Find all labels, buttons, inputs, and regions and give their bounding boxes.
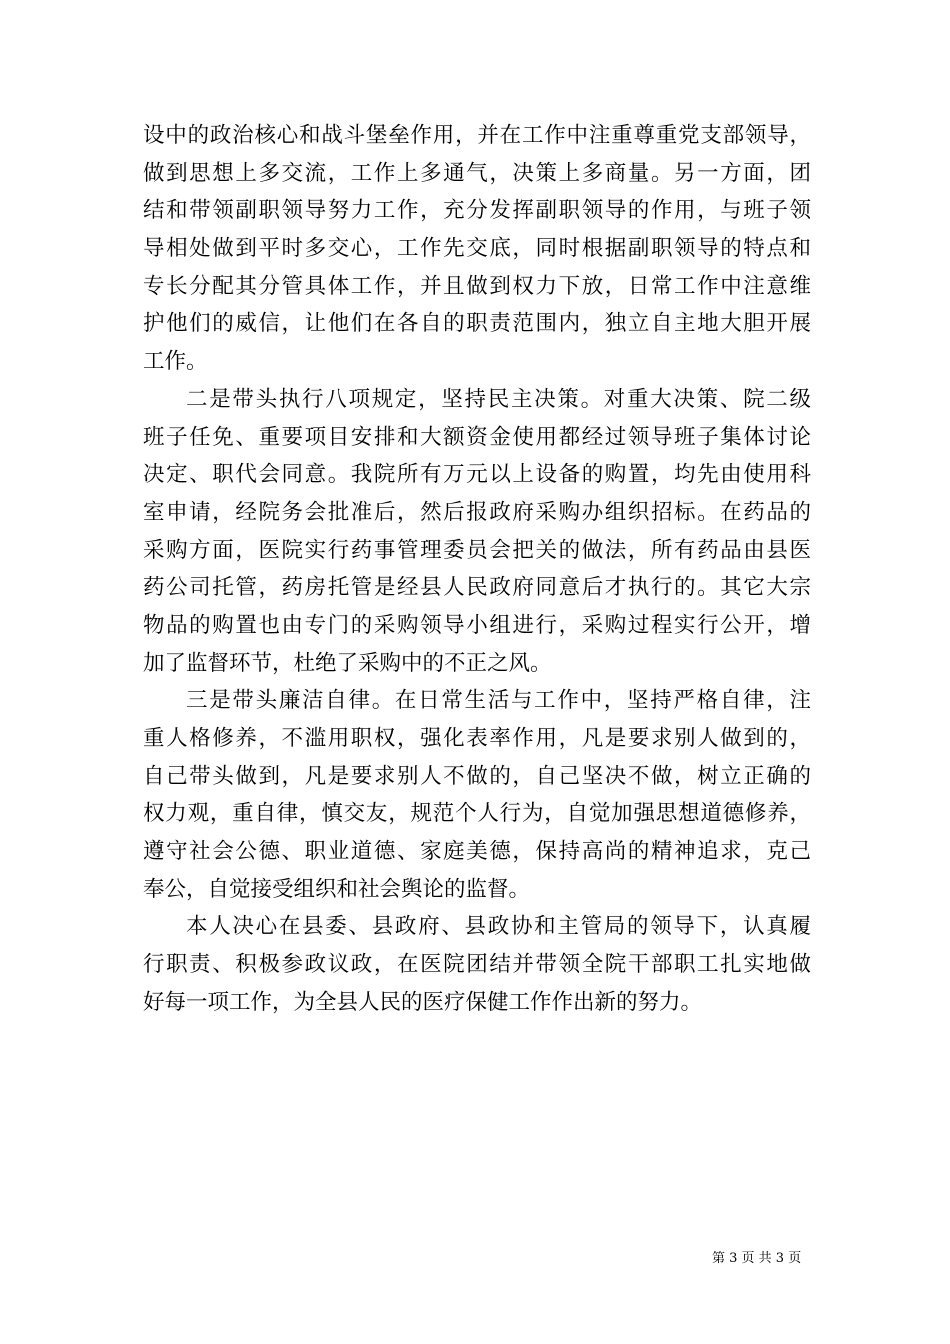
text-line: 设中的政治核心和战斗堡垒作用，并在工作中注重尊重党支部领导，	[143, 123, 811, 148]
text-line: 工作。	[143, 349, 208, 375]
text-line: 决定、职代会同意。我院所有万元以上设备的购置，均先由使用科	[143, 462, 811, 488]
text-line: 护他们的威信，让他们在各自的职责范围内，独立自主地大胆开展	[143, 311, 811, 337]
text-line: 物品的购置也由专门的采购领导小组进行，采购过程实行公开，增	[143, 612, 811, 638]
text-line: 行职责、积极参政议政，在医院团结并带领全院干部职工扎实地做	[143, 952, 811, 978]
paragraph-democratic-decision	[143, 381, 811, 683]
text-line: 药公司托管，药房托管是经县人民政府同意后才执行的。其它大宗	[143, 575, 811, 601]
text-line: 二是带头执行八项规定，坚持民主决策。对重大决策、院二级	[186, 386, 811, 412]
page-number-footer: 第 3 页 共 3 页	[712, 1251, 802, 1266]
document-body	[143, 117, 811, 1022]
text-line: 三是带头廉洁自律。在日常生活与工作中，坚持严格自律，注	[186, 688, 811, 714]
text-line: 权力观，重自律，慎交友，规范个人行为，自觉加强思想道德修养，	[143, 801, 811, 827]
text-line: 班子任免、重要项目安排和大额资金使用都经过领导班子集体讨论	[143, 424, 811, 450]
text-line: 好每一项工作，为全县人民的医疗保健工作作出新的努力。	[143, 989, 703, 1015]
paragraph-leadership-cooperation	[143, 117, 811, 381]
paragraph-integrity	[143, 682, 811, 908]
text-line: 导相处做到平时多交心，工作先交底，同时根据副职领导的特点和	[143, 236, 811, 262]
text-line: 做到思想上多交流，工作上多通气，决策上多商量。另一方面，团	[143, 160, 811, 186]
text-line: 专长分配其分管具体工作，并且做到权力下放，日常工作中注意维	[143, 273, 811, 299]
text-line: 室申请，经院务会批准后，然后报政府采购办组织招标。在药品的	[143, 499, 811, 525]
text-line: 结和带领副职领导努力工作，充分发挥副职领导的作用，与班子领	[143, 198, 811, 224]
text-line: 加了监督环节，杜绝了采购中的不正之风。	[143, 650, 552, 676]
text-line: 采购方面，医院实行药事管理委员会把关的做法，所有药品由县医	[143, 537, 811, 563]
text-line: 奉公，自觉接受组织和社会舆论的监督。	[143, 876, 531, 902]
text-line: 遵守社会公德、职业道德、家庭美德，保持高尚的精神追求，克己	[143, 839, 811, 865]
text-line: 本人决心在县委、县政府、县政协和主管局的领导下，认真履	[186, 914, 811, 940]
text-line: 自己带头做到，凡是要求别人不做的，自己坚决不做，树立正确的	[143, 763, 811, 789]
paragraph-resolution	[143, 908, 811, 1021]
text-line: 重人格修养，不滥用职权，强化表率作用，凡是要求别人做到的，	[143, 726, 811, 751]
